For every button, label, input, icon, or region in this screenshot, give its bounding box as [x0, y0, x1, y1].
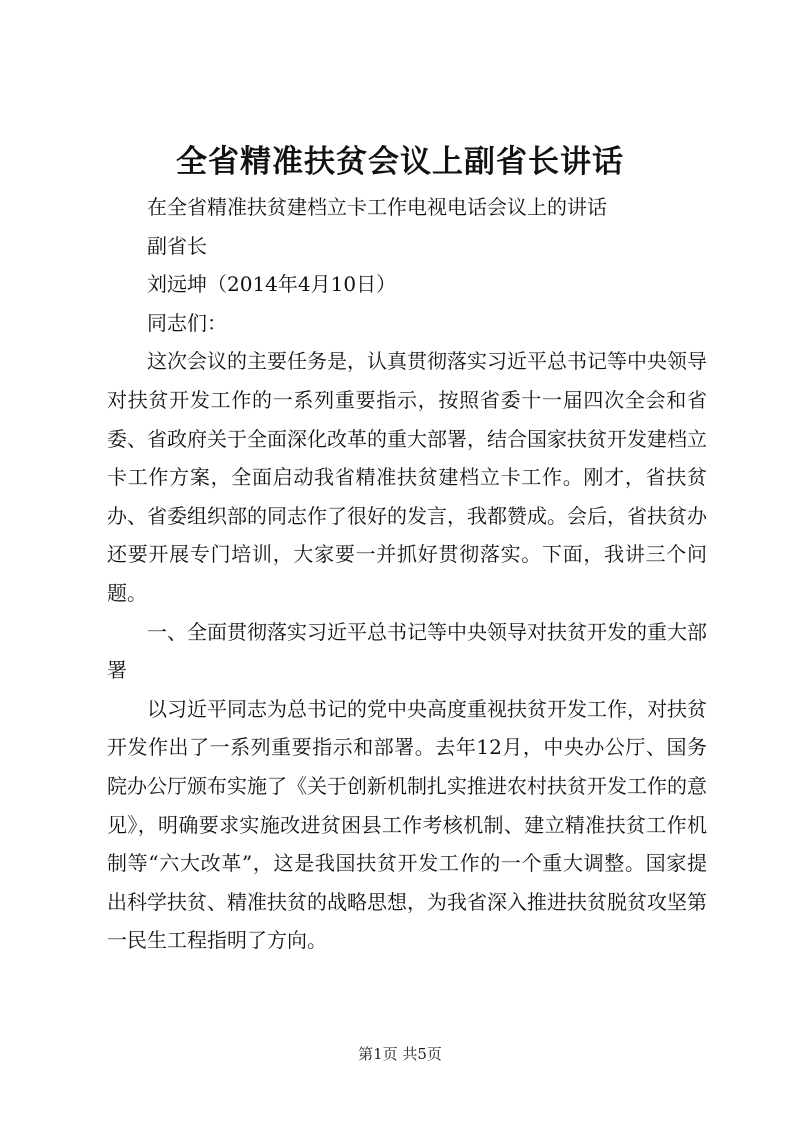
speaker-name-date: 刘远坤（2014年4月10日） — [147, 272, 397, 297]
salutation: 同志们： — [147, 310, 227, 335]
page-number-footer: 第1页 共5页 — [358, 1045, 442, 1063]
section-heading: 一、全面贯彻落实习近平总书记等中央领导对扶贫开发的重大部署 — [107, 619, 707, 683]
body-paragraph: 这次会议的主要任务是，认真贯彻落实习近平总书记等中央领导对扶贫开发工作的一系列重要指示，按照省委十一届四次全会和省委、省政府关于全面深化改革的重大部署，结合国家扶贫开发建档立卡工作方案，全面启动我省精准扶贫建档立卡工作。刚才，省扶贫办、省委组织部的同志作了很好的发言，我都赞成。会后，省扶贫办还要开展专门培训，大家要一并抓好贯彻落实。下面，我讲三个问题。 — [107, 349, 707, 605]
document-title: 全省精准扶贫会议上副省长讲话 — [176, 144, 624, 180]
speaker-position: 副省长 — [147, 233, 207, 258]
document-body — [107, 188, 707, 960]
body-paragraph: 以习近平同志为总书记的党中央高度重视扶贫开发工作，对扶贫开发作出了一系列重要指示和部署。去年12月，中央办公厅、国务院办公厅颁布实施了《关于创新机制扎实推进农村扶贫开发工作的意见》，明确要求实施改进贫困县工作考核机制、建立精准扶贫工作机制等“六大改革”，这是我国扶贫开发工作的一个重大调整。国家提出科学扶贫、精准扶贫的战略思想，为我省深入推进扶贫脱贫攻坚第一民生工程指明了方向。 — [107, 696, 707, 953]
speech-subtitle: 在全省精准扶贫建档立卡工作电视电话会议上的讲话 — [147, 195, 607, 219]
